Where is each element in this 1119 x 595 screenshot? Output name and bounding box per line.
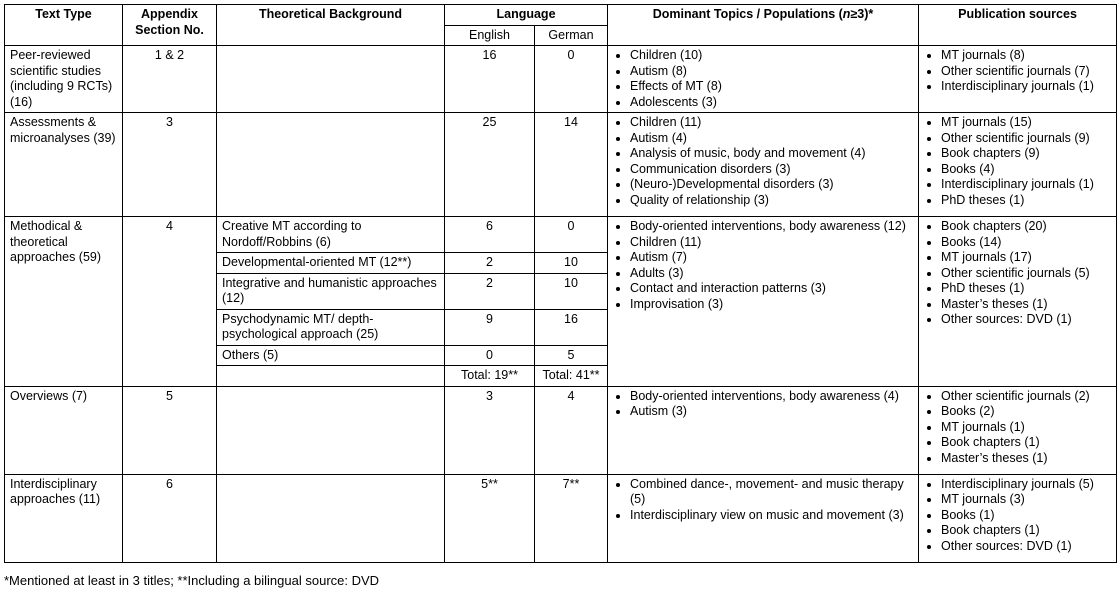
cell-german: 0 — [535, 217, 608, 253]
cell-german: 10 — [535, 273, 608, 309]
list-item: • Book chapters (1) — [941, 523, 1111, 539]
table-row — [5, 113, 1117, 217]
list-item: • Books (2) — [941, 404, 1111, 420]
cell-theory: Psychodynamic MT/ depth-psychological approach (25) — [217, 309, 445, 345]
bullet-list — [613, 477, 913, 524]
list-item: • Master’s theses (1) — [941, 297, 1111, 313]
list-item: • Books (1) — [941, 508, 1111, 524]
cell-german: 14 — [535, 113, 608, 217]
list-item: • Quality of relationship (3) — [630, 193, 913, 209]
list-item: • Combined dance-, movement- and music therapy (5) — [630, 477, 913, 508]
bullet-list — [613, 219, 913, 312]
cell-topics — [608, 217, 919, 387]
list-item: • Children (11) — [630, 115, 913, 131]
header-text-type: Text Type — [5, 5, 123, 46]
cell-german: 16 — [535, 309, 608, 345]
list-item: • (Neuro-)Developmental disorders (3) — [630, 177, 913, 193]
cell-section: 3 — [123, 113, 217, 217]
cell-english: 2 — [445, 253, 535, 274]
cell-english: 0 — [445, 345, 535, 366]
list-item: • Autism (8) — [630, 64, 913, 80]
bullet-list — [924, 48, 1111, 95]
cell-theory — [217, 386, 445, 474]
list-item: • Book chapters (9) — [941, 146, 1111, 162]
cell-english: 5** — [445, 474, 535, 562]
cell-sources — [919, 113, 1117, 217]
cell-topics — [608, 46, 919, 113]
header-language: Language — [445, 5, 608, 26]
cell-german: 4 — [535, 386, 608, 474]
list-item: • Book chapters (20) — [941, 219, 1111, 235]
header-theory: Theoretical Background — [217, 5, 445, 46]
bullet-list — [924, 219, 1111, 328]
cell-german: 0 — [535, 46, 608, 113]
header-topics: Dominant Topics / Populations (n≥3)* — [608, 5, 919, 46]
cell-theory: Creative MT according to Nordoff/Robbins (6) — [217, 217, 445, 253]
literature-table — [4, 4, 1117, 563]
list-item: • Other sources: DVD (1) — [941, 312, 1111, 328]
list-item: • MT journals (8) — [941, 48, 1111, 64]
cell-section: 4 — [123, 217, 217, 387]
cell-topics — [608, 386, 919, 474]
cell-german: 5 — [535, 345, 608, 366]
table-row — [5, 474, 1117, 562]
list-item: • Communication disorders (3) — [630, 162, 913, 178]
bullet-list — [613, 389, 913, 420]
cell-topics — [608, 113, 919, 217]
list-item: • Children (10) — [630, 48, 913, 64]
list-item: • Interdisciplinary journals (1) — [941, 79, 1111, 95]
bullet-list — [924, 389, 1111, 467]
list-item: • MT journals (17) — [941, 250, 1111, 266]
cell-section: 5 — [123, 386, 217, 474]
list-item: • Other scientific journals (9) — [941, 131, 1111, 147]
header-german: German — [535, 25, 608, 46]
cell-theory — [217, 474, 445, 562]
cell-theory — [217, 46, 445, 113]
cell-theory — [217, 113, 445, 217]
cell-sources — [919, 474, 1117, 562]
cell-section: 1 & 2 — [123, 46, 217, 113]
list-item: • Body-oriented interventions, body awareness (4) — [630, 389, 913, 405]
cell-sources — [919, 217, 1117, 387]
cell-theory — [217, 366, 445, 387]
list-item: • Other scientific journals (5) — [941, 266, 1111, 282]
list-item: • Contact and interaction patterns (3) — [630, 281, 913, 297]
cell-english-total: Total: 19** — [445, 366, 535, 387]
list-item: • PhD theses (1) — [941, 281, 1111, 297]
cell-english: 2 — [445, 273, 535, 309]
cell-type: Methodical & theoretical approaches (59) — [5, 217, 123, 387]
cell-type: Overviews (7) — [5, 386, 123, 474]
list-item: • MT journals (3) — [941, 492, 1111, 508]
list-item: • Book chapters (1) — [941, 435, 1111, 451]
cell-topics — [608, 474, 919, 562]
list-item: • Interdisciplinary journals (5) — [941, 477, 1111, 493]
list-item: • Interdisciplinary journals (1) — [941, 177, 1111, 193]
cell-type: Peer-reviewed scientific studies (including 9 RCTs) (16) — [5, 46, 123, 113]
list-item: • MT journals (1) — [941, 420, 1111, 436]
cell-section: 6 — [123, 474, 217, 562]
bullet-list — [924, 115, 1111, 208]
list-item: • MT journals (15) — [941, 115, 1111, 131]
list-item: • Analysis of music, body and movement (4) — [630, 146, 913, 162]
list-item: • Adolescents (3) — [630, 95, 913, 111]
list-item: • Children (11) — [630, 235, 913, 251]
header-row — [5, 5, 1117, 26]
list-item: • Improvisation (3) — [630, 297, 913, 313]
header-appendix: Appendix Section No. — [123, 5, 217, 46]
cell-sources — [919, 46, 1117, 113]
bullet-list — [613, 48, 913, 110]
list-item: • Books (14) — [941, 235, 1111, 251]
cell-german: 10 — [535, 253, 608, 274]
cell-english: 6 — [445, 217, 535, 253]
cell-type: Assessments & microanalyses (39) — [5, 113, 123, 217]
header-sources: Publication sources — [919, 5, 1117, 46]
table-row — [5, 386, 1117, 474]
list-item: • Other scientific journals (2) — [941, 389, 1111, 405]
list-item: • Autism (7) — [630, 250, 913, 266]
bullet-list — [613, 115, 913, 208]
table-row — [5, 46, 1117, 113]
cell-english: 16 — [445, 46, 535, 113]
header-english: English — [445, 25, 535, 46]
list-item: • Autism (4) — [630, 131, 913, 147]
cell-theory: Others (5) — [217, 345, 445, 366]
table-row — [5, 217, 1117, 253]
cell-theory: Developmental-oriented MT (12**) — [217, 253, 445, 274]
cell-english: 9 — [445, 309, 535, 345]
list-item: • Books (4) — [941, 162, 1111, 178]
cell-type: Interdisciplinary approaches (11) — [5, 474, 123, 562]
footnote: *Mentioned at least in 3 titles; **Including a bilingual source: DVD — [4, 573, 380, 588]
list-item: • Other scientific journals (7) — [941, 64, 1111, 80]
cell-english: 3 — [445, 386, 535, 474]
list-item: • Autism (3) — [630, 404, 913, 420]
cell-sources — [919, 386, 1117, 474]
list-item: • Other sources: DVD (1) — [941, 539, 1111, 555]
cell-german: 7** — [535, 474, 608, 562]
list-item: • Effects of MT (8) — [630, 79, 913, 95]
cell-german-total: Total: 41** — [535, 366, 608, 387]
cell-english: 25 — [445, 113, 535, 217]
cell-theory: Integrative and humanistic approaches (12) — [217, 273, 445, 309]
list-item: • Interdisciplinary view on music and movement (3) — [630, 508, 913, 524]
list-item: • PhD theses (1) — [941, 193, 1111, 209]
list-item: • Adults (3) — [630, 266, 913, 282]
list-item: • Body-oriented interventions, body awareness (12) — [630, 219, 913, 235]
bullet-list — [924, 477, 1111, 555]
list-item: • Master’s theses (1) — [941, 451, 1111, 467]
